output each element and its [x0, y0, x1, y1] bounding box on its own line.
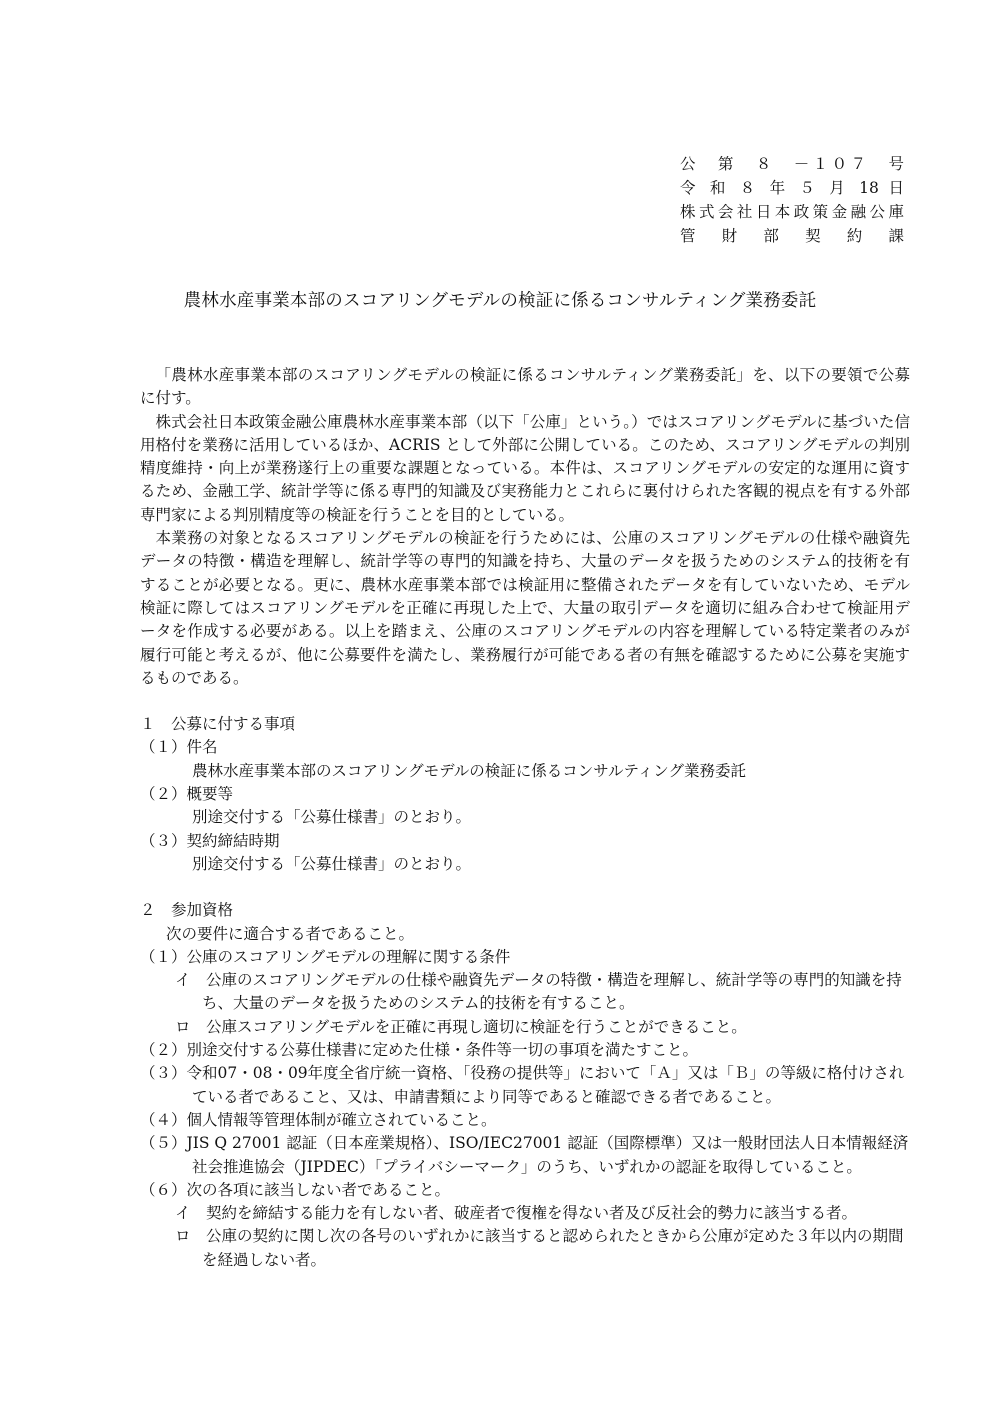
section-1-item-1-text: 農林水産事業本部のスコアリングモデルの検証に係るコンサルティング業務委託: [192, 761, 746, 780]
intro-paragraph-2: 株式会社日本政策金融公庫農林水産事業本部（以下「公庫」という。）ではスコアリングモデルに基づいた信用格付を業務に活用しているほか、ACRIS として外部に公開している。このため、スコアリングモデルの判別精度維持・向上が業務遂行上の重要な課題となっている。本件は、スコアリングモデルの安定的な運用に資するため、金融工学、統計学等に係る専門的知識及び実務能力とこれらに裏付けられた客観的視点を有する外部専門家による判別精度等の検証を行うことを目的としている。: [140, 412, 910, 524]
section-2-item-1-label: （１）公庫のスコアリングモデルの理解に関する条件: [140, 947, 511, 966]
document-body: [140, 364, 910, 1272]
intro-paragraph-1: 「農林水産事業本部のスコアリングモデルの検証に係るコンサルティング業務委託」を、以下の要領で公募に付す。: [140, 366, 910, 408]
section-2-item-6-i: イ 契約を締結する能力を有しない者、破産者で復権を得ない者及び反社会的勢力に該当する者。: [175, 1204, 858, 1223]
section-1-item-2-text: 別途交付する「公募仕様書」のとおり。: [192, 808, 472, 827]
section-1-heading: １ 公募に付する事項: [140, 715, 296, 734]
document-number: 公 第 ８ －１０７ 号: [680, 155, 904, 173]
section-2-item-4: （４）個人情報等管理体制が確立されていること。: [140, 1110, 497, 1129]
section-2-item-2: （２）別途交付する公募仕様書に定めた仕様・条件等一切の事項を満たすこと。: [140, 1041, 699, 1060]
section-2-item-1-i: イ 公庫のスコアリングモデルの仕様や融資先データの特徴・構造を理解し、統計学等の専門的知識を持ち、大量のデータを扱うためのシステム的技術を有すること。: [175, 971, 902, 1013]
document-header: [680, 152, 904, 248]
issuer-company: 株式会社日本政策金融公庫: [680, 203, 904, 221]
document-date: 令 和 ８ 年 ５ 月 18 日: [680, 179, 904, 197]
section-2-item-3: （３）令和07・08・09年度全省庁統一資格、「役務の提供等」において「Ａ」又は「Ｂ」の等級に格付けされている者であること、又は、申請書類により同等であると確認できる者であること。: [140, 1064, 905, 1106]
section-2-item-5: （５）JIS Q 27001 認証（日本産業規格）、ISO/IEC27001 認証（国際標準）又は一般財団法人日本情報経済社会推進協会（JIPDEC）「プライバシーマーク」のうち、いずれかの認証を取得していること。: [140, 1134, 909, 1176]
section-2-heading: ２ 参加資格: [140, 901, 234, 920]
section-1-item-2-label: （２）概要等: [140, 785, 234, 804]
section-2-item-6-ro: ロ 公庫の契約に関し次の各号のいずれかに該当すると認められたときから公庫が定めた３年以内の期間を経過しない者。: [175, 1227, 904, 1269]
section-1-item-3-label: （３）契約締結時期: [140, 831, 280, 850]
document-title: 農林水産事業本部のスコアリングモデルの検証に係るコンサルティング業務委託: [183, 291, 817, 311]
section-1-item-3-text: 別途交付する「公募仕様書」のとおり。: [192, 854, 472, 873]
section-2-item-6-label: （６）次の各項に該当しない者であること。: [140, 1180, 451, 1199]
section-2-lead: 次の要件に適合する者であること。: [166, 924, 415, 943]
section-1-item-1-label: （１）件名: [140, 738, 218, 757]
section-2-item-1-ro: ロ 公庫スコアリングモデルを正確に再現し適切に検証を行うことができること。: [175, 1017, 747, 1036]
issuer-department: 管 財 部 契 約 課: [680, 227, 904, 245]
intro-paragraph-3: 本業務の対象となるスコアリングモデルの検証を行うためには、公庫のスコアリングモデルの仕様や融資先データの特徴・構造を理解し、統計学等の専門的知識を持ち、大量のデータを扱うためのシステム的技術を有することが必要となる。更に、農林水産事業本部では検証用に整備されたデータを有していないため、モデル検証に際してはスコアリングモデルを正確に再現した上で、大量の取引データを適切に組み合わせて検証用データを作成する必要がある。以上を踏まえ、公庫のスコアリングモデルの内容を理解している特定業者のみが履行可能と考えるが、他に公募要件を満たし、業務履行が可能である者の有無を確認するために公募を実施するものである。: [140, 529, 910, 687]
